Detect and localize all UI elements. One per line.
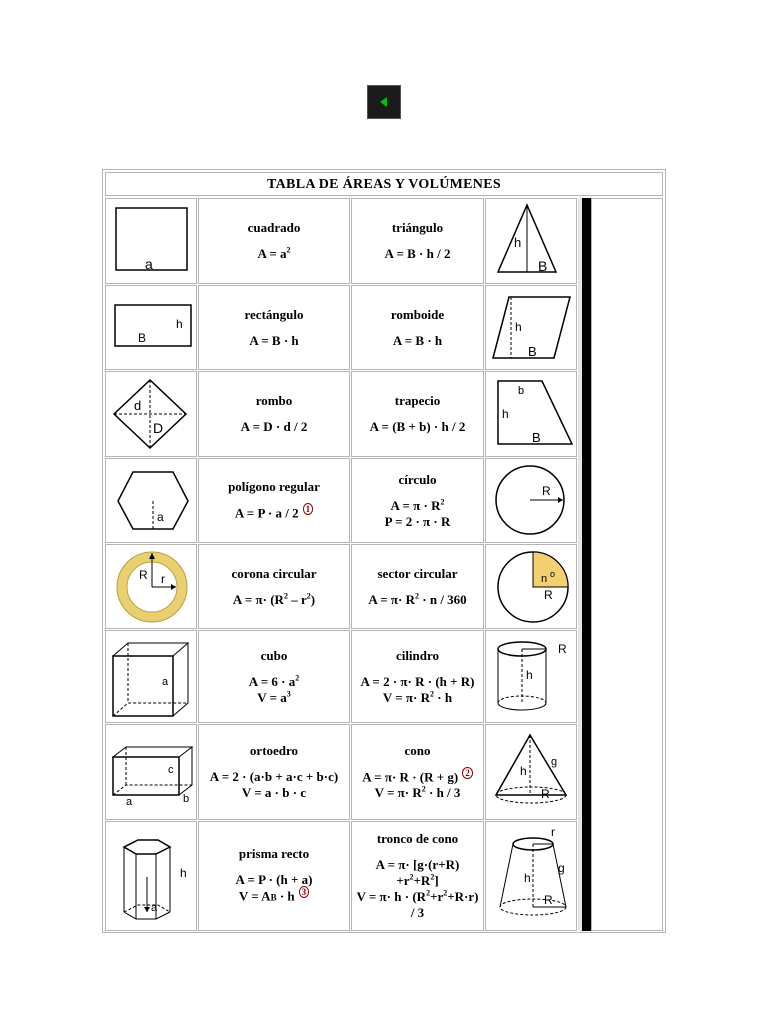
figure-prisma	[105, 821, 197, 931]
figure-tronco-cono	[485, 821, 577, 931]
formula-poligono: polígono regular A = P · a / 2 $^1$	[198, 458, 350, 543]
svg-text:o: o	[550, 569, 556, 579]
svg-text:R: R	[558, 642, 567, 656]
formula-cuadrado: cuadrado $A = a^2$	[198, 198, 350, 284]
svg-text:R: R	[544, 893, 553, 907]
formula-ortoedro: ortoedro A = 2 · (a·b + a·c + b·c) V = a · b · c	[198, 724, 350, 820]
svg-text:B: B	[528, 344, 537, 359]
empty-column	[591, 198, 663, 931]
back-button[interactable]	[367, 85, 401, 119]
formula-rombo: rombo A = D · d / 2	[198, 371, 350, 457]
formula-cubo: cubo $A = 6 \cdot a^2$ $V = a^3$	[198, 630, 350, 723]
formula-cono: cono A = π· R · (R + g) $^2$ $V = \pi\cdot R^2 \cdot h / 3$	[351, 724, 484, 820]
svg-text:R: R	[544, 588, 553, 602]
figure-corona	[105, 544, 197, 629]
triangle-left-icon	[376, 94, 392, 110]
svg-text:r: r	[551, 825, 555, 839]
svg-text:g: g	[558, 861, 565, 875]
fig-label: a	[145, 256, 153, 272]
svg-text:h: h	[524, 871, 531, 885]
footnote-marker[interactable]: 2	[462, 767, 473, 779]
figure-rectangulo	[105, 285, 197, 370]
svg-text:h: h	[515, 320, 522, 334]
svg-text:n: n	[541, 573, 548, 585]
svg-text:h: h	[520, 764, 527, 778]
shape-name: cuadrado	[247, 220, 301, 235]
figure-cuadrado	[105, 198, 197, 284]
svg-text:a: a	[162, 676, 169, 688]
formula-cilindro: cilindro A = 2 · π· R · (h + R) $V = \pi\cdot R^2 \cdot h$	[351, 630, 484, 723]
formula-trapecio: trapecio A = (B + b) · h / 2	[351, 371, 484, 457]
svg-text:b: b	[518, 385, 525, 397]
figure-cilindro	[485, 630, 577, 723]
formula-triangulo: triángulo A = B · h / 2	[351, 198, 484, 284]
figure-romboide	[485, 285, 577, 370]
figure-rombo	[105, 371, 197, 457]
figure-poligono	[105, 458, 197, 543]
formula-tronco-cono: tronco de cono $A = \pi\cdot [g\cdot(r+R) +r^2+R^2]$ $V = \pi\cdot h \cdot (R^2+r^2+R\cdot r) / 3$	[351, 821, 484, 931]
svg-text:r: r	[161, 572, 165, 586]
figure-sector	[485, 544, 577, 629]
footnote-marker[interactable]: 1	[303, 503, 314, 515]
svg-text:c: c	[168, 764, 174, 776]
svg-text:R: R	[542, 484, 551, 498]
svg-text:h: h	[514, 235, 522, 250]
figure-circulo	[485, 458, 577, 543]
figure-ortoedro	[105, 724, 197, 820]
svg-text:a: a	[151, 902, 158, 914]
svg-text:g: g	[551, 756, 558, 768]
svg-text:h: h	[176, 317, 183, 331]
svg-text:R: R	[541, 787, 550, 801]
shape-name: triángulo	[391, 220, 444, 235]
svg-text:b: b	[183, 793, 190, 805]
svg-text:B: B	[538, 258, 548, 274]
figure-trapecio	[485, 371, 577, 457]
formula-circulo: círculo $A = \pi \cdot R^2$ P = 2 · π · R	[351, 458, 484, 543]
svg-text:h: h	[526, 668, 533, 682]
svg-text:h: h	[502, 407, 509, 421]
scrollbar-track[interactable]	[578, 198, 582, 931]
formula-rectangulo: rectángulo A = B · h	[198, 285, 350, 370]
figure-triangulo	[485, 198, 577, 284]
footnote-marker[interactable]: 3	[299, 886, 310, 898]
svg-text:h: h	[180, 866, 187, 880]
formula-sector: sector circular $A = \pi\cdot R^2 \cdot n / 360$	[351, 544, 484, 629]
svg-text:R: R	[139, 568, 148, 582]
svg-text:B: B	[138, 331, 147, 345]
svg-text:B: B	[532, 430, 541, 445]
formula-prisma: prisma recto A = P · (h + a) V = AB · h $^3$	[198, 821, 350, 931]
table-title: TABLA DE ÁREAS Y VOLÚMENES	[105, 172, 663, 196]
figure-cubo	[105, 630, 197, 723]
svg-text:a: a	[157, 510, 164, 524]
svg-text:a: a	[126, 796, 133, 808]
svg-text:d: d	[134, 398, 142, 413]
svg-text:D: D	[153, 420, 164, 436]
formula-corona: corona circular $A = \pi\cdot (R^2 - r^2)$	[198, 544, 350, 629]
formula-romboide: romboide A = B · h	[351, 285, 484, 370]
figure-cono	[485, 724, 577, 820]
